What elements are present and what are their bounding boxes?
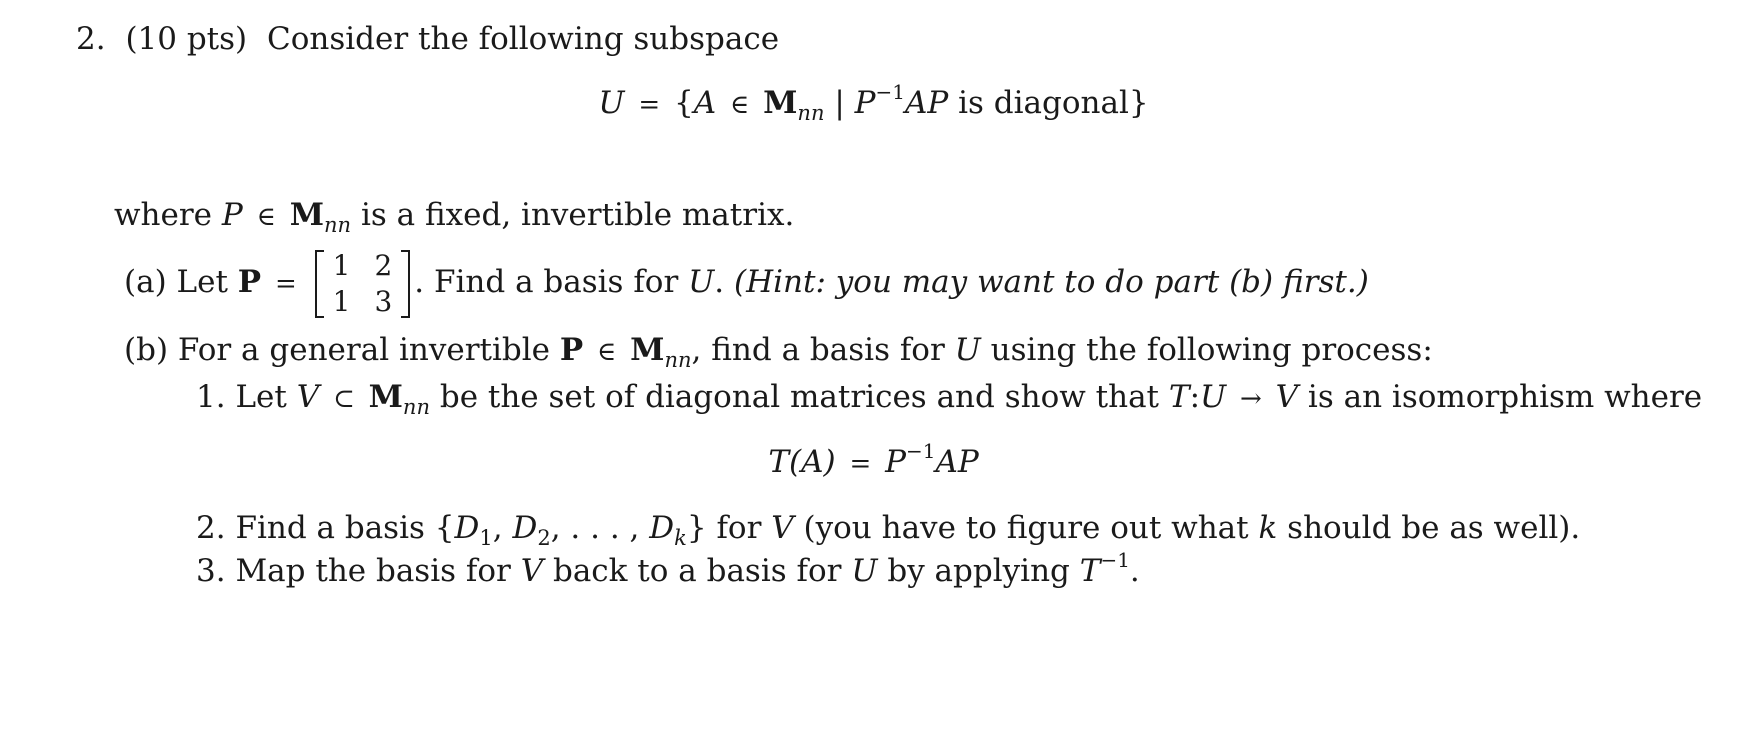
comma: , (492, 510, 503, 546)
map-T: T (768, 444, 789, 480)
element-of: ∈ (256, 202, 276, 232)
map-T: T (1168, 379, 1190, 415)
matrix-space-M: M (630, 332, 665, 368)
step-2 (196, 510, 1581, 550)
step-3-text2: back to a basis for (552, 553, 842, 589)
set-U: U (954, 332, 981, 368)
sentence-period: . (1129, 553, 1140, 589)
matrix-entries (321, 248, 405, 320)
map-formula (0, 439, 1747, 480)
brace-close: } (686, 510, 707, 546)
where-rest: is a fixed, invertible matrix. (360, 197, 795, 233)
step-1 (196, 379, 1703, 419)
part-b-text1: For a general invertible (177, 332, 550, 368)
problem-intro: Consider the following subspace (267, 21, 780, 57)
step-1-text1: be the set of diagonal matrices and show that (439, 379, 1160, 415)
step-3-number: 3. (196, 553, 226, 589)
colon: : (1189, 379, 1201, 415)
step-2-number: 2. (196, 510, 226, 546)
step-2-text4: should be as well). (1287, 510, 1581, 546)
part-a (124, 242, 1369, 324)
set-U: U (1200, 379, 1227, 415)
brace-open: { (434, 510, 455, 546)
step-1-let: Let (235, 379, 287, 415)
step-2-text1: Find a basis (235, 510, 425, 546)
subset-symbol: ⊂ (332, 384, 355, 414)
part-a-label: (a) (124, 264, 167, 300)
part-a-let: Let (176, 264, 228, 300)
part-b-label: (b) (124, 332, 169, 368)
equals-sign: = (274, 269, 297, 299)
inverse-exponent: −1 (875, 80, 905, 104)
variable-k: k (1258, 510, 1278, 546)
is-diagonal-text: is diagonal (958, 85, 1129, 121)
matrix-P-bold: P (237, 264, 262, 300)
step-2-text3: (you have to figure out what (803, 510, 1249, 546)
map-argument: (A) (789, 444, 836, 480)
set-V: V (771, 510, 794, 546)
matrix-space-M: M (763, 85, 798, 121)
matrix-2x2 (315, 248, 411, 320)
such-that-bar: | (834, 85, 845, 121)
step-2-text2: for (716, 510, 762, 546)
equals-sign: = (849, 449, 872, 479)
inverse-exponent: −1 (1100, 548, 1130, 572)
part-b-text2: , find a basis for (691, 332, 945, 368)
where-text: where (114, 197, 213, 233)
matrix-entry: 2 (374, 248, 393, 282)
set-U: U (688, 264, 715, 300)
problem-number: 2. (76, 21, 106, 57)
matrix-space-M: M (289, 197, 325, 233)
problem-points: (10 pts) (125, 21, 248, 57)
subscript-nn: nn (324, 213, 352, 237)
product-AP: AP (905, 85, 949, 121)
subscript-2: 2 (537, 526, 551, 550)
arrow-symbol: → (1240, 384, 1262, 414)
brace-close: } (1128, 85, 1149, 121)
where-clause (114, 197, 795, 237)
basis-D: D (454, 510, 480, 546)
step-3 (196, 548, 1140, 589)
product-AP: AP (935, 444, 979, 480)
matrix-A: A (693, 85, 717, 121)
subscript-nn: nn (797, 101, 825, 125)
matrix-entry: 3 (374, 284, 393, 318)
part-a-hint: (Hint: you may want to do part (b) first.) (734, 264, 1369, 300)
step-1-text2: is an isomorphism where (1307, 379, 1703, 415)
set-definition (0, 80, 1747, 125)
basis-D: D (649, 510, 675, 546)
matrix-P-bold: P (559, 332, 584, 368)
matrix-P: P (221, 197, 243, 233)
inverse-exponent: −1 (905, 439, 936, 463)
subscript-k: k (674, 526, 687, 550)
set-U: U (598, 85, 625, 121)
basis-D: D (512, 510, 538, 546)
set-U: U (851, 553, 878, 589)
matrix-space-M: M (368, 379, 403, 415)
matrix-entry: 1 (332, 248, 351, 282)
step-1-number: 1. (196, 379, 226, 415)
element-of: ∈ (729, 90, 750, 120)
equals-sign: = (638, 90, 661, 120)
part-a-text: Find a basis for (433, 264, 679, 300)
ellipsis: , . . . , (550, 510, 640, 546)
brace-open: { (674, 85, 694, 121)
subscript-nn: nn (664, 348, 692, 372)
matrix-P: P (885, 444, 906, 480)
subscript-1: 1 (479, 526, 493, 550)
matrix-period: . (414, 264, 425, 300)
set-V: V (1275, 379, 1299, 415)
element-of: ∈ (597, 337, 617, 367)
map-T: T (1079, 553, 1101, 589)
part-b-text3: using the following process: (990, 332, 1433, 368)
subscript-nn: nn (402, 395, 430, 419)
step-3-text1: Map the basis for (235, 553, 511, 589)
sentence-period: . (714, 264, 725, 300)
step-3-text3: by applying (887, 553, 1070, 589)
set-V: V (296, 379, 320, 415)
problem-header (76, 21, 780, 57)
matrix-P: P (854, 85, 876, 121)
part-b (124, 332, 1433, 372)
set-V: V (520, 553, 544, 589)
matrix-entry: 1 (332, 284, 351, 318)
